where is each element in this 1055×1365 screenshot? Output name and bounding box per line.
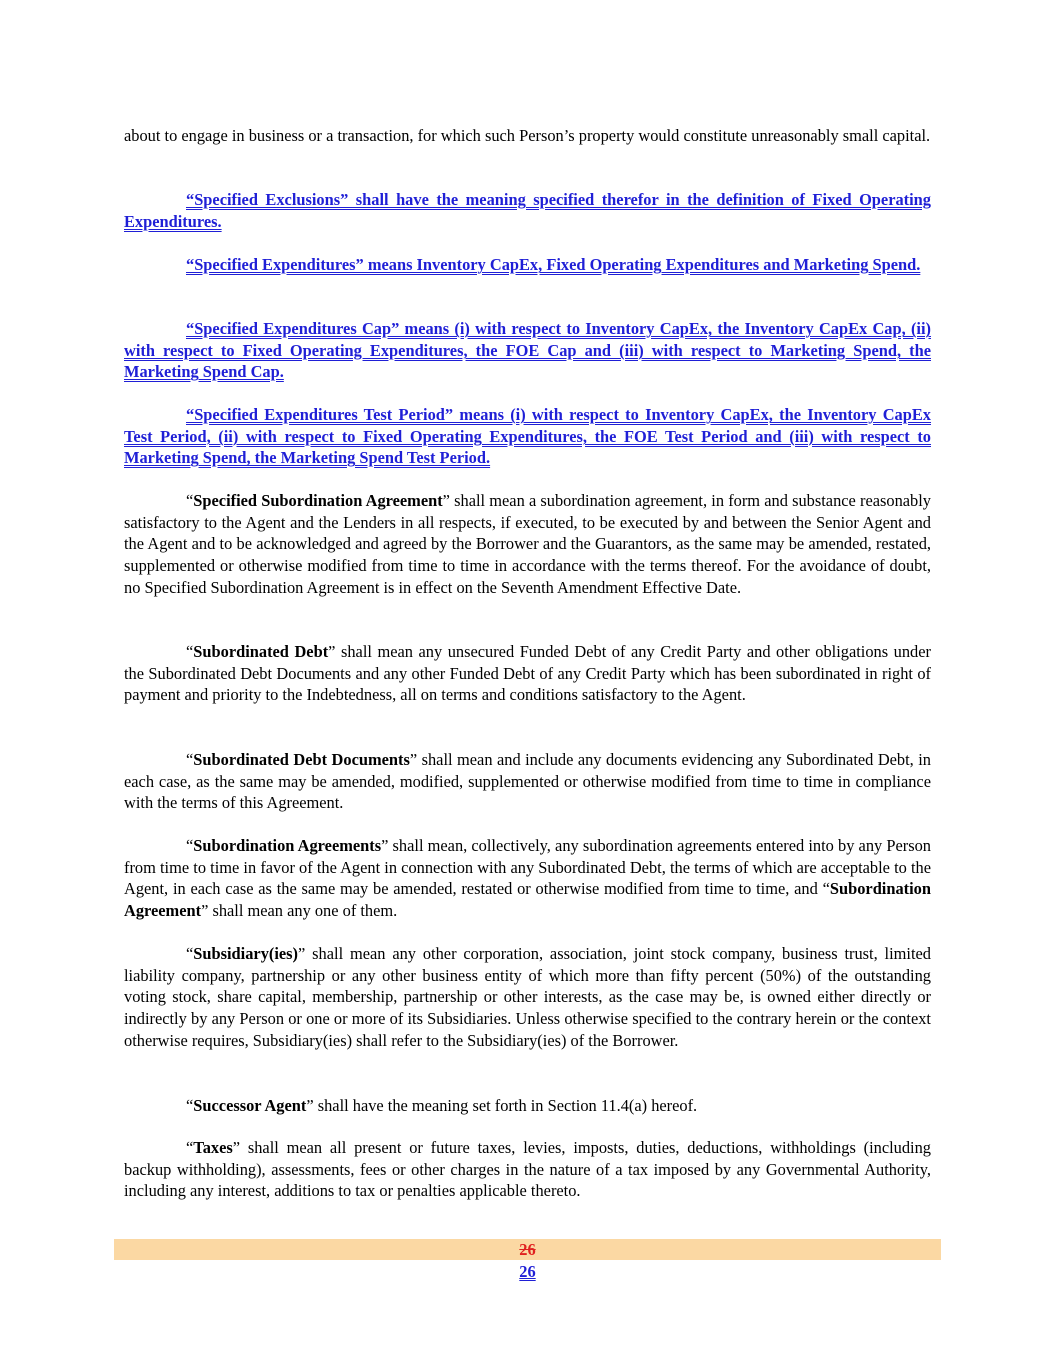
definition-specified-expenditures — [124, 254, 931, 276]
definition-subordinated-debt-documents — [124, 749, 931, 814]
open-quote: “ — [186, 836, 194, 855]
inserted-page-number: 26 — [519, 1262, 536, 1281]
definition-text: ” shall have the meaning set forth in Section 11.4(a) hereof. — [306, 1096, 698, 1115]
definition-text: ” shall mean all present or future taxes, levies, imposts, duties, deductions, withholdings (including backup withholding), assessments, fees or other charges in the nature of a tax imposed by any Governmental Authority, including any interest, additions to tax or penalties applicable thereto. — [124, 1138, 931, 1201]
definition-specified-expenditures-cap — [124, 318, 931, 383]
open-quote: “ — [186, 1138, 194, 1157]
definition-text: ” shall mean and include any documents evidencing any Subordinated Debt, in each case, as the same may be amended, modified, supplemented or otherwise modified from time to time in compliance with the terms of this Agreement. — [124, 750, 931, 813]
defined-term-2: Subordination Agreement — [124, 879, 931, 921]
definition-specified-exclusions — [124, 189, 931, 232]
defined-term: Specified Subordination Agreement — [193, 491, 443, 510]
definition-subordinated-debt — [124, 641, 931, 706]
defined-term: Subordinated Debt — [193, 642, 329, 661]
paragraph-text: about to engage in business or a transaction, for which such Person’s property would constitute unreasonably small capital. — [124, 126, 931, 145]
open-quote: “ — [186, 642, 194, 661]
definition-taxes — [124, 1137, 931, 1202]
open-quote: “ — [186, 491, 194, 510]
definition-specified-expenditures-test-period — [124, 404, 931, 469]
open-quote: “ — [186, 750, 194, 769]
definition-specified-subordination-agreement — [124, 490, 931, 599]
definition-text-2: ” shall mean any one of them. — [201, 901, 398, 921]
deleted-page-number: 26 — [519, 1240, 536, 1259]
inserted-text: “Specified Expenditures Test Period” means (i) with respect to Inventory CapEx, the Inventory CapEx Test Period, (ii) with respect to Fixed Operating Expenditures, the FOE Test Period and (iii) with respect to Marketing Spend, the Marketing Spend Test Period. — [124, 405, 931, 468]
open-quote: “ — [186, 1096, 194, 1115]
definition-subordination-agreements — [124, 835, 931, 922]
defined-term: Subordination Agreements — [193, 836, 382, 855]
definition-successor-agent — [124, 1095, 931, 1117]
definition-text: ” shall mean any unsecured Funded Debt of any Credit Party and other obligations under the Subordinated Debt Documents and any other Funded Debt of any Credit Party which has been subordinated in right of payment and priority to the Indebtedness, all on terms and conditions satisfactory to the Agent. — [124, 642, 931, 705]
defined-term: Subordinated Debt Documents — [193, 750, 410, 769]
definition-subsidiaries — [124, 943, 931, 1052]
defined-term: Taxes — [193, 1138, 233, 1157]
paragraph-continuation — [124, 125, 931, 147]
definition-text: ” shall mean a subordination agreement, in form and substance reasonably satisfactory to the Agent and the Lenders in all respects, if executed, to be executed by and between the Senior Agent and the Agent and to be acknowledged and agreed by the Borrower and the Guarantors, as the same may be amended, restated, supplemented or otherwise modified from time to time in accordance with the terms thereof. For the avoidance of doubt, no Specified Subordination Agreement is in effect on the Seventh Amendment Effective Date. — [124, 491, 931, 597]
inserted-text: “Specified Expenditures Cap” means (i) with respect to Inventory CapEx, the Inventory CapEx Cap, (ii) with respect to Fixed Operating Expenditures, the FOE Cap and (iii) with respect to Marketing Spend, the Marketing Spend Cap. — [124, 319, 931, 382]
open-quote: “ — [186, 944, 194, 963]
definition-text: ” shall mean, collectively, any subordination agreements entered into by any Person from time to time in favor of the Agent in connection with any Subordinated Debt, the terms of which are acceptable to the Agent, in each case as the same may be amended, restated or otherwise modified from time to time, and “ — [124, 836, 931, 899]
definition-text: ” shall mean any other corporation, association, joint stock company, business trust, limited liability company, partnership or any other business entity of which more than fifty percent (50%) of the outstanding voting stock, share capital, membership, partnership or other interests, as the case may be, is owned either directly or indirectly by any Person or one or more of its Subsidiaries. Unless otherwise specified to the contrary herein or the context otherwise requires, Subsidiary(ies) shall refer to the Subsidiary(ies) of the Borrower. — [124, 944, 931, 1050]
defined-term: Subsidiary(ies) — [193, 944, 299, 963]
defined-term: Successor Agent — [193, 1096, 307, 1115]
inserted-text: “Specified Expenditures” means Inventory CapEx, Fixed Operating Expenditures and Marketing Spend. — [186, 255, 921, 274]
inserted-text: “Specified Exclusions” shall have the meaning specified therefor in the definition of Fixed Operating Expenditures. — [124, 190, 931, 231]
